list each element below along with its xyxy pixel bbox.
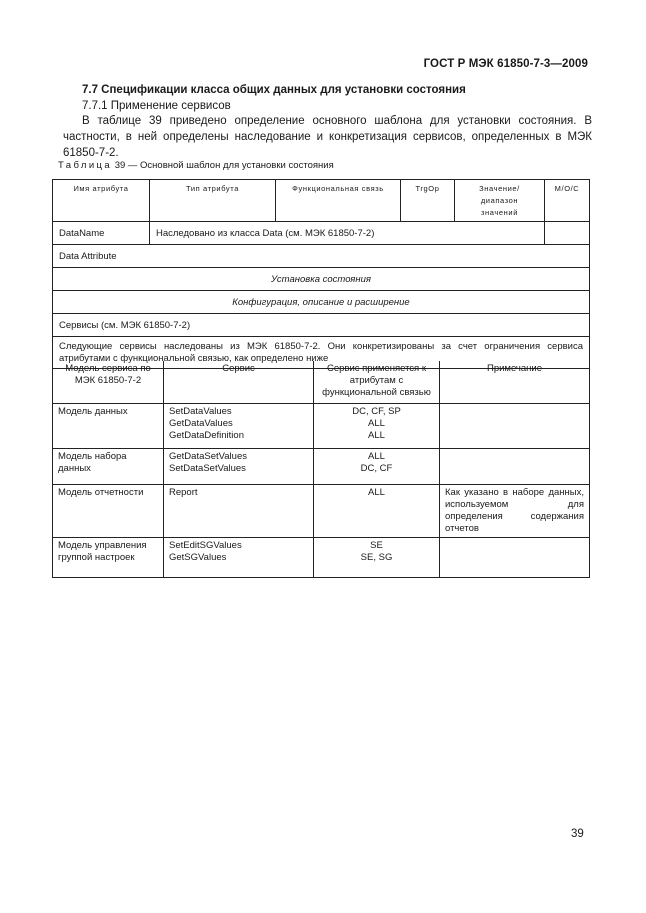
page-number: 39 <box>571 828 584 840</box>
services-note: Следующие сервисы наследованы из МЭК 61850-7-2. Они конкретизированы за счет ограничения сервиса атрибутами с функциональной связью, как определено ниже <box>53 337 590 369</box>
header-cell: Модель сервиса по МЭК 61850-7-2 <box>53 361 164 404</box>
service-fc: ALL <box>314 485 440 538</box>
header-cell: Значение/диапазон значений <box>455 180 545 222</box>
document-header: ГОСТ Р МЭК 61850-7-3—2009 <box>423 58 588 70</box>
service-fc: DC, CF, SP ALL ALL <box>314 404 440 449</box>
group-label: Установка состояния <box>53 268 590 291</box>
group-row <box>53 291 590 314</box>
service-model: Модель отчетности <box>53 485 164 538</box>
data-attribute-label: Data Attribute <box>53 245 590 268</box>
header-cell: Примечание <box>440 361 590 404</box>
service-row <box>53 449 590 485</box>
section-title: 7.7 Спецификации класса общих данных для установки состояния <box>82 84 466 96</box>
service-model: Модель набора данных <box>53 449 164 485</box>
services-table-header <box>53 361 590 404</box>
dataname-row <box>53 222 590 245</box>
header-cell: M/O/C <box>545 180 590 222</box>
header-cell: Сервис <box>164 361 314 404</box>
service-note <box>440 404 590 449</box>
dataname-moc <box>545 222 590 245</box>
group-label: Конфигурация, описание и расширение <box>53 291 590 314</box>
service-model: Модель данных <box>53 404 164 449</box>
intro-paragraph: В таблице 39 приведено определение основного шаблона для установки состояния. В частности, в ней определены наследование и конкретизация сервисов, определенных в МЭК 61850-7-2. <box>63 115 592 159</box>
service-row <box>53 538 590 578</box>
service-note <box>440 538 590 578</box>
header-cell: Тип атрибута <box>150 180 276 222</box>
service-names: SetEditSGValues GetSGValues <box>164 538 314 578</box>
table-caption <box>58 160 334 171</box>
services-table <box>52 361 590 578</box>
data-attribute-row <box>53 245 590 268</box>
header-cell: Имя атрибута <box>53 180 150 222</box>
header-cell: Функциональная связь <box>276 180 401 222</box>
service-row <box>53 485 590 538</box>
services-row <box>53 314 590 337</box>
group-row <box>53 268 590 291</box>
header-cell: Сервис применяется к атрибутам с функциональной связью <box>314 361 440 404</box>
header-cell: TrgOp <box>401 180 455 222</box>
table-caption-text: 39 — Основной шаблон для установки состояния <box>112 160 334 171</box>
table-caption-label: Таблица <box>58 160 113 171</box>
attribute-table <box>52 179 590 369</box>
service-fc: SE SE, SG <box>314 538 440 578</box>
service-names: SetDataValues GetDataValues GetDataDefinition <box>164 404 314 449</box>
attribute-table-header <box>53 180 590 222</box>
service-row <box>53 404 590 449</box>
dataname-label: DataName <box>53 222 150 245</box>
service-fc: ALL DC, CF <box>314 449 440 485</box>
service-names: GetDataSetValues SetDataSetValues <box>164 449 314 485</box>
service-note <box>440 449 590 485</box>
service-model: Модель управления группой настроек <box>53 538 164 578</box>
subsection-title: 7.7.1 Применение сервисов <box>82 100 231 112</box>
service-names: Report <box>164 485 314 538</box>
service-note: Как указано в наборе данных, используемом для определения содержания отчетов <box>440 485 590 538</box>
services-label: Сервисы (см. МЭК 61850-7-2) <box>53 314 590 337</box>
dataname-value: Наследовано из класса Data (см. МЭК 61850-7-2) <box>150 222 545 245</box>
